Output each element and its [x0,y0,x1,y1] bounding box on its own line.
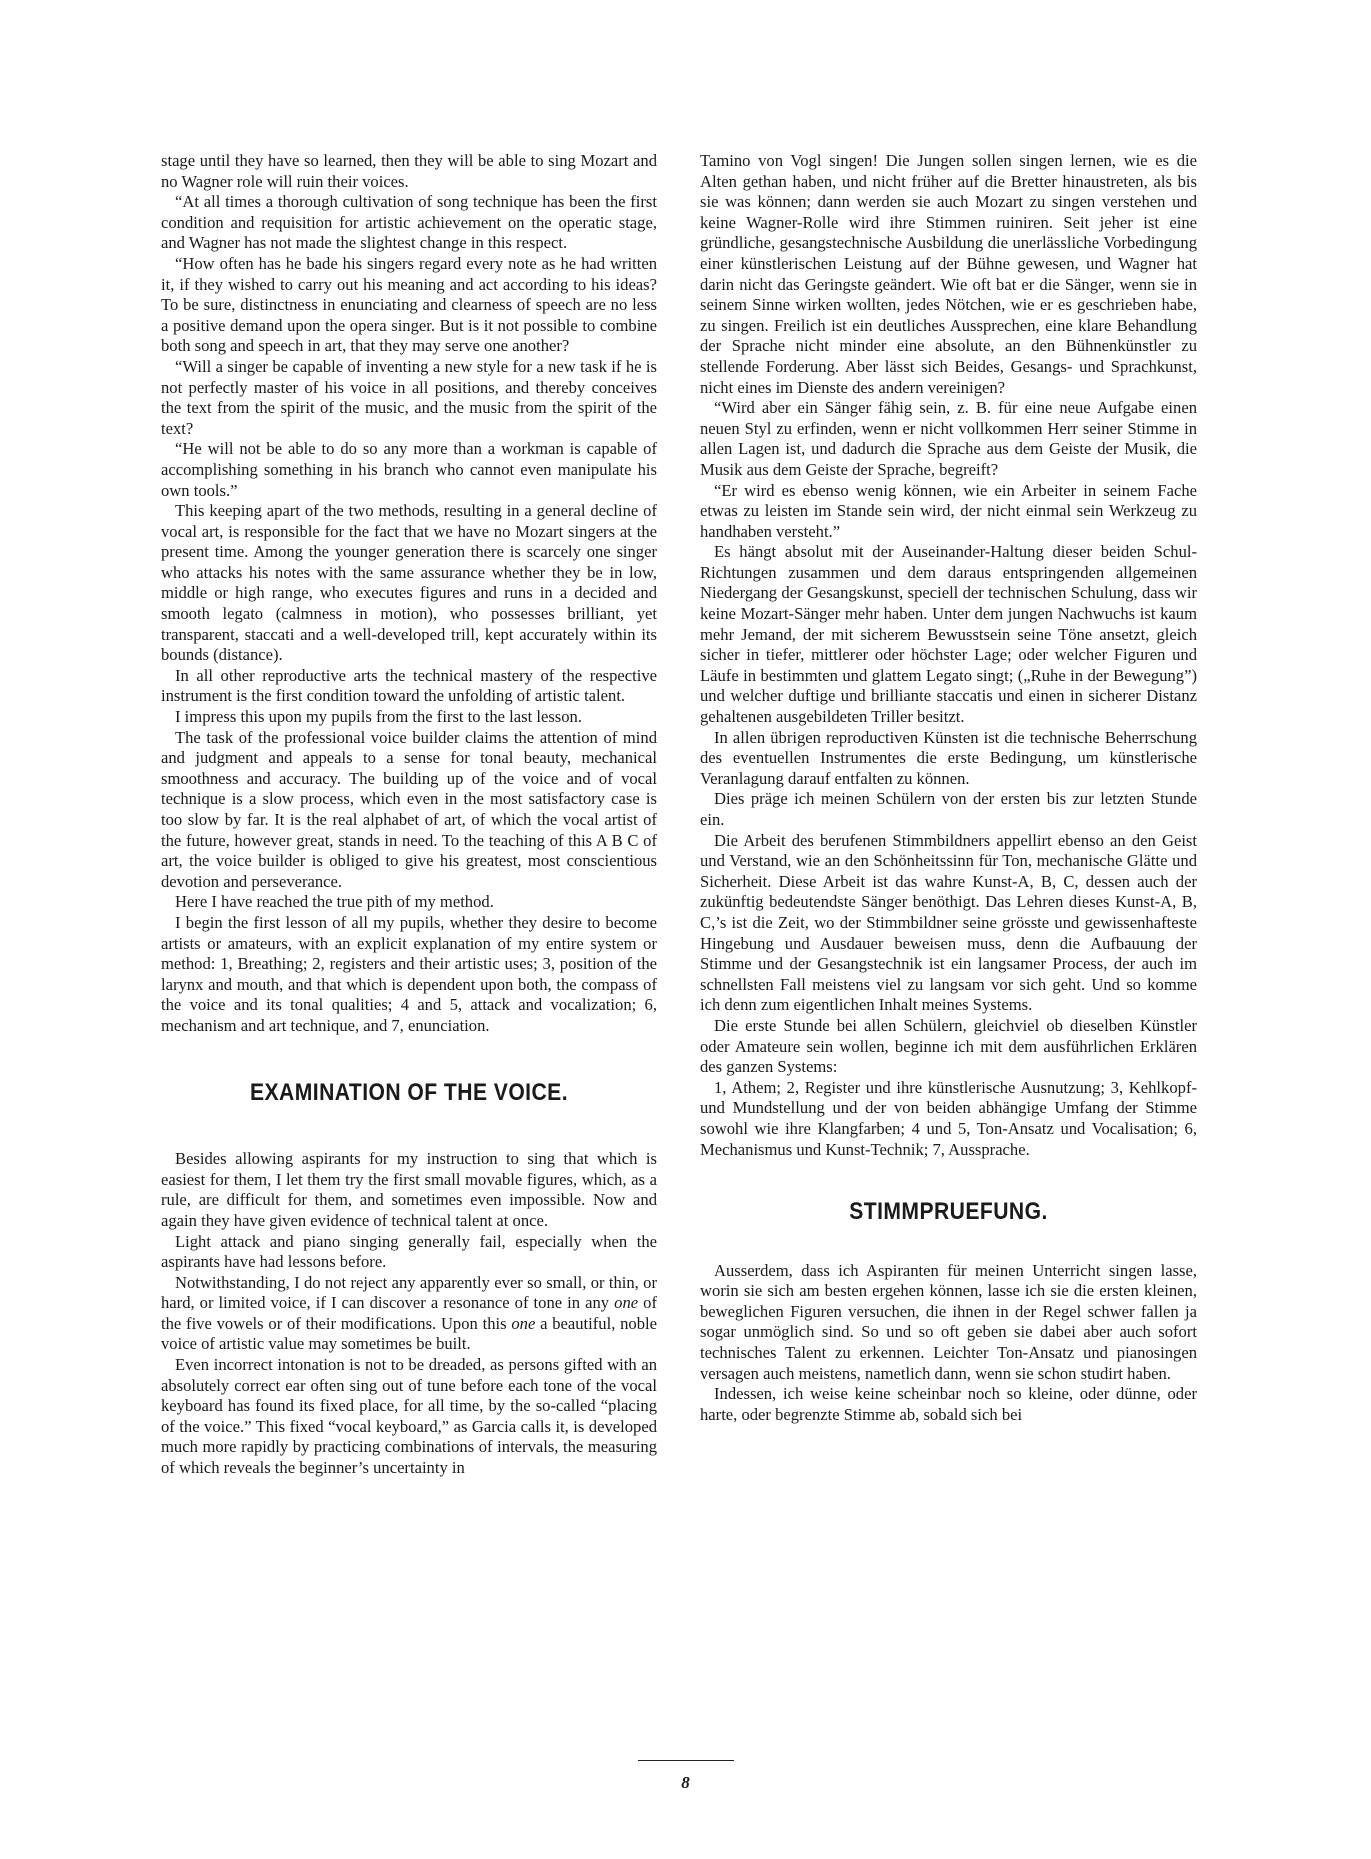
paragraph: stage until they have so learned, then they will be able to sing Mozart and no Wagner role will ruin their voices. [161,151,657,191]
right-paragraphs-after [700,1261,1197,1426]
left-paragraphs-before [161,151,657,1037]
paragraph: This keeping apart of the two methods, resulting in a general decline of vocal art, is responsible for the fact that we have no Mozart singers at the present time. Among the younger generation there is scarcely one singer who attacks his notes with the same assurance whether they be in low, middle or high range, who executes figures and runs in a decided and smooth legato (calmness in motion), who possesses brilliant, yet transparent, staccati and a well-developed trill, kept accurately within its bounds (distance). [161,501,657,665]
paragraph: Besides allowing aspirants for my instruction to sing that which is easiest for them, I let them try the first small movable figures, which, as a rule, are difficult for them, and sometimes even impossible. Now and again they have given evidence of technical talent at once. [161,1149,657,1230]
paragraph: Dies präge ich meinen Schülern von der ersten bis zur letzten Stunde ein. [700,789,1197,829]
paragraph: Es hängt absolut mit der Auseinander-Haltung dieser beiden Schul-Richtungen zusammen und dem daraus entspringenden allgemeinen Niedergang der Gesangskunst, speciell der technischen Schulung, dass wir keine Mozart-Sänger mehr haben. Unter dem jungen Nachwuchs ist kaum mehr Jemand, der mit sicherem Bewusstsein seine Töne ansetzt, gleich sicher in tiefer, mittlerer oder höchster Lage; oder welcher Figuren und Läufe in bestimmten und glattem Legato singt; („Ruhe in der Bewegung”) und welcher duftige und brilliante staccatis und einen in sicherer Distanz gehaltenen ausgebildeten Triller besitzt. [700,542,1197,727]
paragraph: I impress this upon my pupils from the first to the last lesson. [175,707,582,727]
left-column-english [161,151,657,1479]
section-heading-examination: EXAMINATION OF THE VOICE. [249,1078,569,1106]
paragraph: Light attack and piano singing generally fail, especially when the aspirants have had lessons before. [161,1231,657,1272]
text-run: a beautiful, noble voice of artistic value may sometimes be built. [161,1313,657,1354]
paragraph: Even incorrect intonation is not to be dreaded, as persons gifted with an absolutely correct ear often sing out of tune before each tone of the vocal keyboard has found its fixed place, for all time, by the so-called “placing of the voice.” This fixed “vocal keyboard,” as Garcia calls it, is developed much more rapidly by practicing combinations of intervals, the measuring of which reveals the beginner’s uncertainty in [161,1355,657,1478]
paragraph: 1, Athem; 2, Register und ihre künstlerische Ausnutzung; 3, Kehlkopf- und Mundstellung und der von beiden abhängige Umfang der Stimme sowohl wie ihre Klangfarben; 4 und 5, Ton-Ansatz und Vocalisation; 6, Mechanismus und Kunst-Technik; 7, Aussprache. [700,1077,1197,1159]
paragraph: Tamino von Vogl singen! Die Jungen sollen singen lernen, wie es die Alten gethan haben, und nicht früher auf die Bretter hinaustreten, als bis sie was können; dann werden sie auch Mozart zu singen verstehen und keine Wagner-Rolle wird ihre Stimmen ruiniren. Seit jeher ist eine gründliche, gesangstechnische Ausbildung die unerlässliche Vorbedingung einer künstlerischen Leistung auf der Bühne gewesen, und Wagner hat darin nicht das Geringste geändert. Wie oft bat er die Sänger, wenn sie in seinem Sinne wirken wollten, jedes Nötchen, wie er es geschrieben habe, zu singen. Freilich ist ein deutliches Aussprechen, eine klare Behandlung der Sprache nicht minder eine absolute, an den Bühnenkünstler zu stellende Forderung. Aber lässt sich Beides, Gesangs- und Sprachkunst, nicht eines im Dienste des andern vereinigen? [700,151,1197,397]
paragraph: “Will a singer be capable of inventing a new style for a new task if he is not perfectly master of his voice in all positions, and thereby conceives the text from the spirit of the music, and the music from the spirit of the text? [161,356,657,438]
paragraph: In allen übrigen reproductiven Künsten ist die technische Beherrschung des eventuellen Instrumentes die erste Bedingung, um künstlerische Veranlagung darauf entfalten zu können. [700,727,1197,788]
paragraph: Die Arbeit des berufenen Stimmbildners appellirt ebenso an den Geist und Verstand, wie an den Schönheitssinn für Ton, mechanische Glätte und Sicherheit. Diese Arbeit ist das wahre Kunst-A, B, C, dessen auch der zukünftig bedeutendste Sänger benöthigt. Das Lehren dieses Kunst-A, B, C,’s ist die Zeit, wo der Stimmbildner seine grösste und gewissenhafteste Hingebung und Ausdauer beweisen muss, denn die Aufbauung der Stimme und der Gesangstechnik ist ein langsamer Process, der auch im schnellsten Fall meistens viel zu langsam vor sich geht. Und so komme ich denn zum eigentlichen Inhalt meines Systems. [700,830,1197,1015]
paragraph: “Er wird es ebenso wenig können, wie ein Arbeiter in seinem Fache etwas zu leisten im Stande sein wird, der nicht einmal sein Werkzeug zu handhaben versteht.” [700,480,1197,541]
paragraph: Ausserdem, dass ich Aspiranten für meinen Unterricht singen lasse, worin sie sich am besten ergehen können, lasse ich sie die ersten kleinen, beweglichen Figuren versuchen, die ihnen in der Regel schwer fallen ja sogar unmöglich sind. So und so oft geben sie dabei aber auch sofort technisches Talent zu erkennen. Leichter Ton-Ansatz und pianosingen versagen auch meistens, nametlich dann, wenn sie schon studirt haben. [700,1260,1197,1383]
text-run: Notwithstanding, I do not reject any apparently ever so small, or thin, or hard, or limited voice, if I can discover a resonance of tone in any [161,1272,657,1313]
paragraph: “At all times a thorough cultivation of song technique has been the first condition and requisition for artistic achievement on the operatic stage, and Wagner has not made the slightest change in this respect. [161,192,657,253]
paragraph: “Wird aber ein Sänger fähig sein, z. B. für eine neue Aufgabe einen neuen Styl zu erfinden, wenn er nicht vollkommen Herr seiner Stimme in allen Lagen ist, und dadurch die Sprache aus dem Geiste der Musik, die Musik aus dem Geiste der Sprache, begreift? [700,398,1197,479]
emphasis: one [511,1313,536,1333]
footer-divider [638,1760,734,1761]
paragraph: The task of the professional voice builder claims the attention of mind and judgment and appeals to a sense for tonal beauty, mechanical smoothness and accuracy. The building up of the voice and of vocal technique is a slow process, which even in the most satisfactory case is too slow by far. It is the real alphabet of art, of which the vocal artist of the future, however great, stands in need. To the teaching of this A B C of art, the voice builder is obliged to give his greatest, most conscientious devotion and perseverance. [161,727,657,891]
text-run: of the five vowels or of their modifications. Upon this [161,1293,657,1333]
paragraph: “He will not be able to do so any more than a workman is capable of accomplishing something in his branch who cannot even manipulate his own tools.” [161,439,657,500]
paragraph: Here I have reached the true pith of my method. [175,892,494,912]
page-number: 8 [681,1773,690,1792]
paragraph: Die erste Stunde bei allen Schülern, gleichviel ob dieselben Künstler oder Amateure sein wollen, beginne ich mit dem ausführlichen Erklären des ganzen Systems: [700,1015,1197,1077]
right-column-german [700,151,1197,1425]
paragraph: “How often has he bade his singers regard every note as he had written it, if they wished to carry out his meaning and act according to his ideas? To be sure, distinctness in enunciating and clearness of speech are no less a positive demand upon the opera singer. But is it not possible to combine both song and speech in art, that they may serve one another? [161,253,657,356]
paragraph: I begin the first lesson of all my pupils, whether they desire to become artists or amateurs, with an explicit explanation of my entire system or method: 1, Breathing; 2, registers and their artistic uses; 3, position of the larynx and mouth, and that which is dependent upon both, the compass of the voice and its tonal qualities; 4 and 5, attack and vocalization; 6, mechanism and art technique, and 7, enunciation. [161,912,657,1035]
section-heading-stimmpruefung: STIMMPRUEFUNG. [849,1198,1048,1226]
left-paragraphs-after [161,1149,657,1479]
paragraph [161,1273,657,1355]
right-paragraphs-before [700,151,1197,1160]
paragraph: In all other reproductive arts the technical mastery of the respective instrument is the first condition toward the unfolding of artistic talent. [161,665,657,706]
paragraph: Indessen, ich weise keine scheinbar noch so kleine, oder dünne, oder harte, oder begrenzte Stimme ab, sobald sich bei [700,1384,1197,1424]
emphasis: one [614,1293,639,1313]
